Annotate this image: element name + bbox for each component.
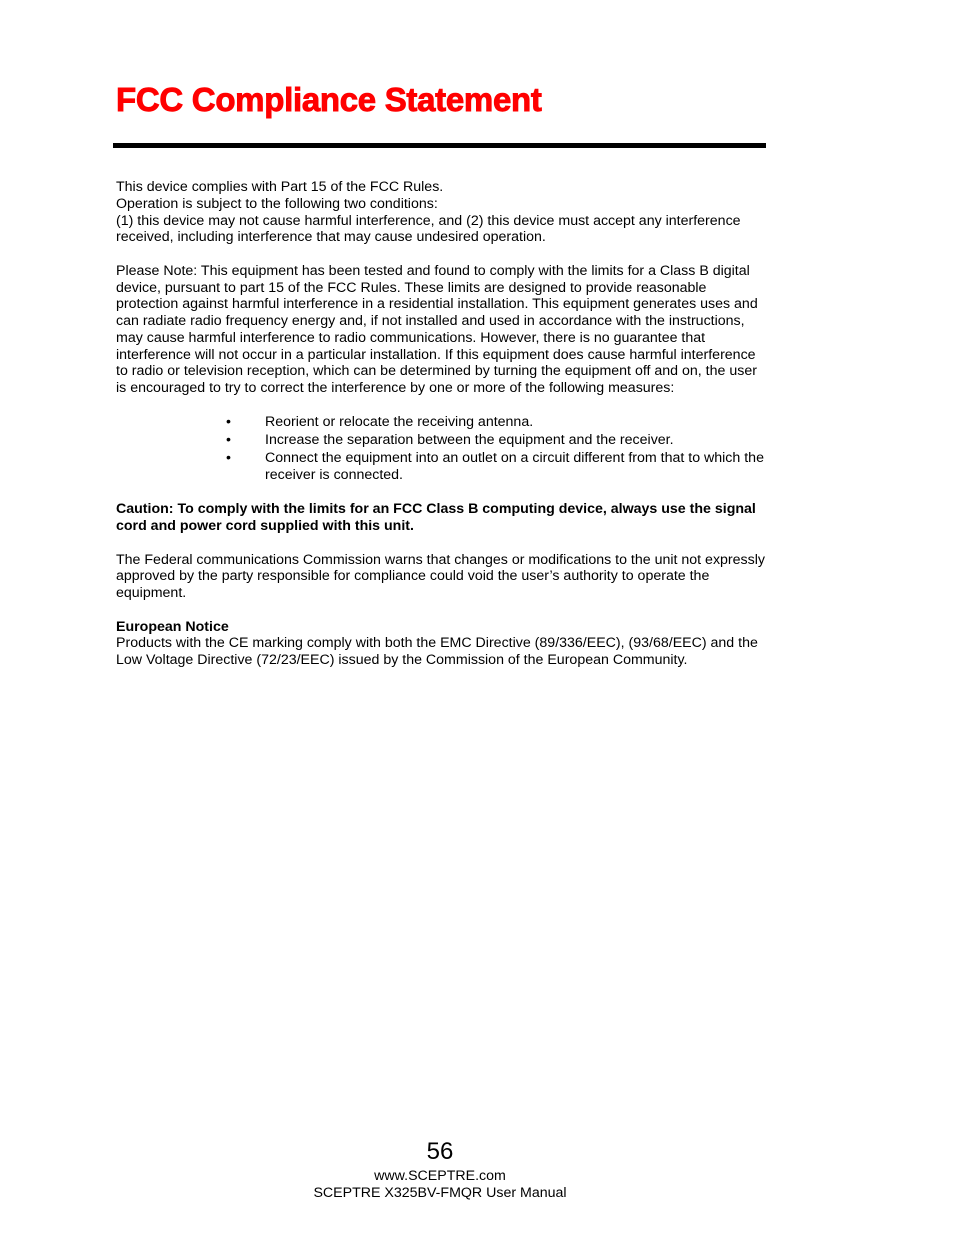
bullet-icon: • [226, 413, 231, 430]
intro-line-3: (1) this device may not cause harmful interference, and (2) this device must accept any interference received, including interference that may cause undesired operation. [116, 212, 741, 246]
note-paragraph: Please Note: This equipment has been tested and found to comply with the limits for a Class B digital device, pursuant to part 15 of the FCC Rules. These limits are designed to provide reasonable protection against harmful interference in a residential installation. This equipment generates uses and can radiate radio frequency energy and, if not installed and used in accordance with the instructions, may cause harmful interference to radio communications. However, there is no guarantee that interference will not occur in a particular installation. If this equipment does cause harmful interference to radio or television reception, which can be determined by turning the equipment off and on, the user is encouraged to try to correct the interference by one or more of the following measures: [116, 262, 758, 396]
footer-manual-name: SCEPTRE X325BV-FMQR User Manual [313, 1185, 567, 1201]
list-item [116, 450, 771, 484]
document-body [116, 179, 771, 669]
page-number: 56 [426, 1138, 454, 1165]
bullet-icon: • [226, 449, 231, 466]
footer-website: www.SCEPTRE.com [374, 1168, 506, 1184]
spacer [116, 246, 771, 263]
bullet-icon: • [226, 431, 231, 448]
intro-line-2: Operation is subject to the following two conditions: [116, 195, 438, 212]
page-title: FCC Compliance Statement [116, 81, 542, 118]
list-item-text: Connect the equipment into an outlet on a circuit different from that to which the receiver is connected. [265, 449, 764, 483]
caution-paragraph: Caution: To comply with the limits for an FCC Class B computing device, always use the signal cord and power cord supplied with this unit. [116, 501, 756, 535]
list-item-text: Reorient or relocate the receiving antenna. [265, 413, 534, 430]
spacer [116, 535, 771, 552]
spacer [116, 485, 771, 502]
intro-line-1: This device complies with Part 15 of the FCC Rules. [116, 179, 444, 195]
list-item [116, 414, 771, 431]
european-notice-heading: European Notice [116, 618, 229, 635]
title-divider [113, 143, 766, 148]
fcc-warning-paragraph: The Federal communications Commission warns that changes or modifications to the unit not expressly approved by the party responsible for compliance could void the user’s authority to operate the equipment. [116, 551, 765, 602]
list-item-text: Increase the separation between the equipment and the receiver. [265, 431, 674, 448]
european-notice-text: Products with the CE marking comply with both the EMC Directive (89/336/EEC), (93/68/EEC) and the Low Voltage Directive (72/23/EEC) issued by the Commission of the European Community. [116, 635, 758, 669]
list-item [116, 432, 771, 449]
measures-list [116, 414, 771, 484]
spacer [116, 602, 771, 619]
spacer [116, 397, 771, 414]
